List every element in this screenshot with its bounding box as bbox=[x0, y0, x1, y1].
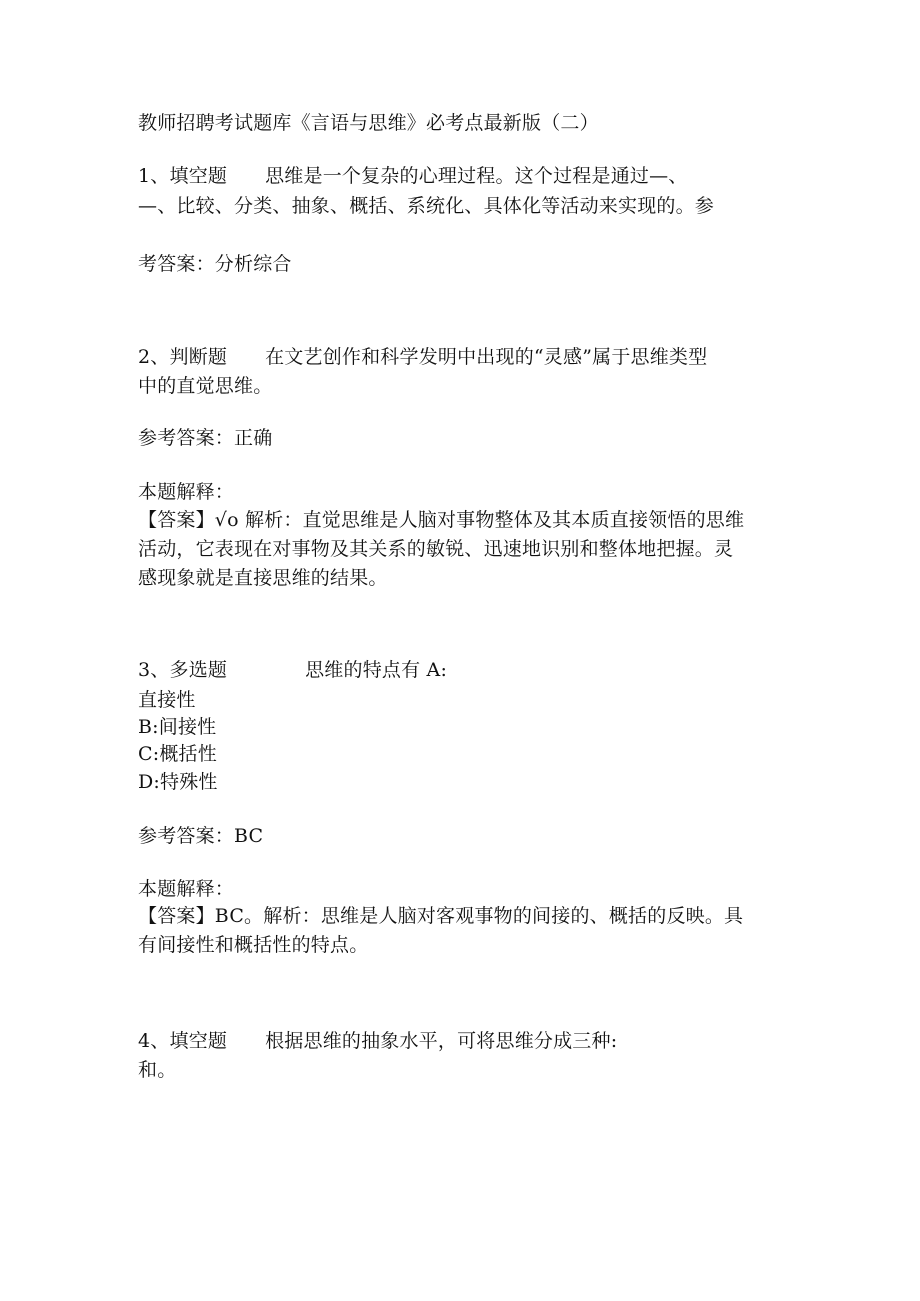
q4-line1: 根据思维的抽象水平，可将思维分成三种: bbox=[265, 1030, 618, 1052]
q3-option: B:间接性 bbox=[138, 716, 217, 738]
q1-line2: —、比较、分类、抽象、概括、系统化、具体化等活动来实现的。参 bbox=[138, 195, 715, 217]
q2-explanation-label: 本题解释： bbox=[138, 481, 235, 503]
q3-header-line bbox=[138, 658, 447, 682]
q2-number-type: 2、判断题 bbox=[138, 346, 228, 368]
q1-number-type: 1、填空题 bbox=[138, 165, 228, 187]
q3-number-type: 3、多选题 bbox=[138, 659, 228, 681]
q1-header-line bbox=[138, 164, 688, 188]
q4-number-type: 4、填空题 bbox=[138, 1030, 228, 1052]
q2-explanation-line: 感现象就是直接思维的结果。 bbox=[138, 567, 388, 589]
q2-explanation-line: 活动，它表现在对事物及其关系的敏锐、迅速地识别和整体地把握。灵 bbox=[138, 538, 734, 560]
q2-header-line bbox=[138, 345, 707, 369]
q3-explanation-line: 有间接性和概括性的特点。 bbox=[138, 934, 369, 956]
q1-line1: 思维是一个复杂的心理过程。这个过程是通过—、 bbox=[265, 165, 688, 187]
q2-answer: 参考答案：正确 bbox=[138, 427, 273, 449]
q3-option: 直接性 bbox=[138, 689, 196, 711]
q1-answer: 考答案：分析综合 bbox=[138, 253, 292, 275]
q3-option: D:特殊性 bbox=[138, 771, 218, 793]
q2-explanation-line: 【答案】√o 解析：直觉思维是人脑对事物整体及其本质直接领悟的思维 bbox=[138, 509, 745, 531]
q4-header-line bbox=[138, 1029, 617, 1053]
q3-option: C:概括性 bbox=[138, 743, 217, 765]
q3-line1: 思维的特点有 A: bbox=[305, 659, 448, 681]
q4-line2: 和。 bbox=[138, 1059, 177, 1081]
document-title: 教师招聘考试题库《言语与思维》必考点最新版（二） bbox=[138, 112, 599, 134]
q2-line1: 在文艺创作和科学发明中出现的“灵感”属于思维类型 bbox=[265, 346, 708, 368]
q3-explanation-line: 【答案】BC。解析：思维是人脑对客观事物的间接的、概括的反映。具 bbox=[138, 905, 744, 927]
q2-line2: 中的直觉思维。 bbox=[138, 375, 273, 397]
q3-answer: 参考答案：BC bbox=[138, 825, 264, 847]
q3-explanation-label: 本题解释： bbox=[138, 878, 235, 900]
